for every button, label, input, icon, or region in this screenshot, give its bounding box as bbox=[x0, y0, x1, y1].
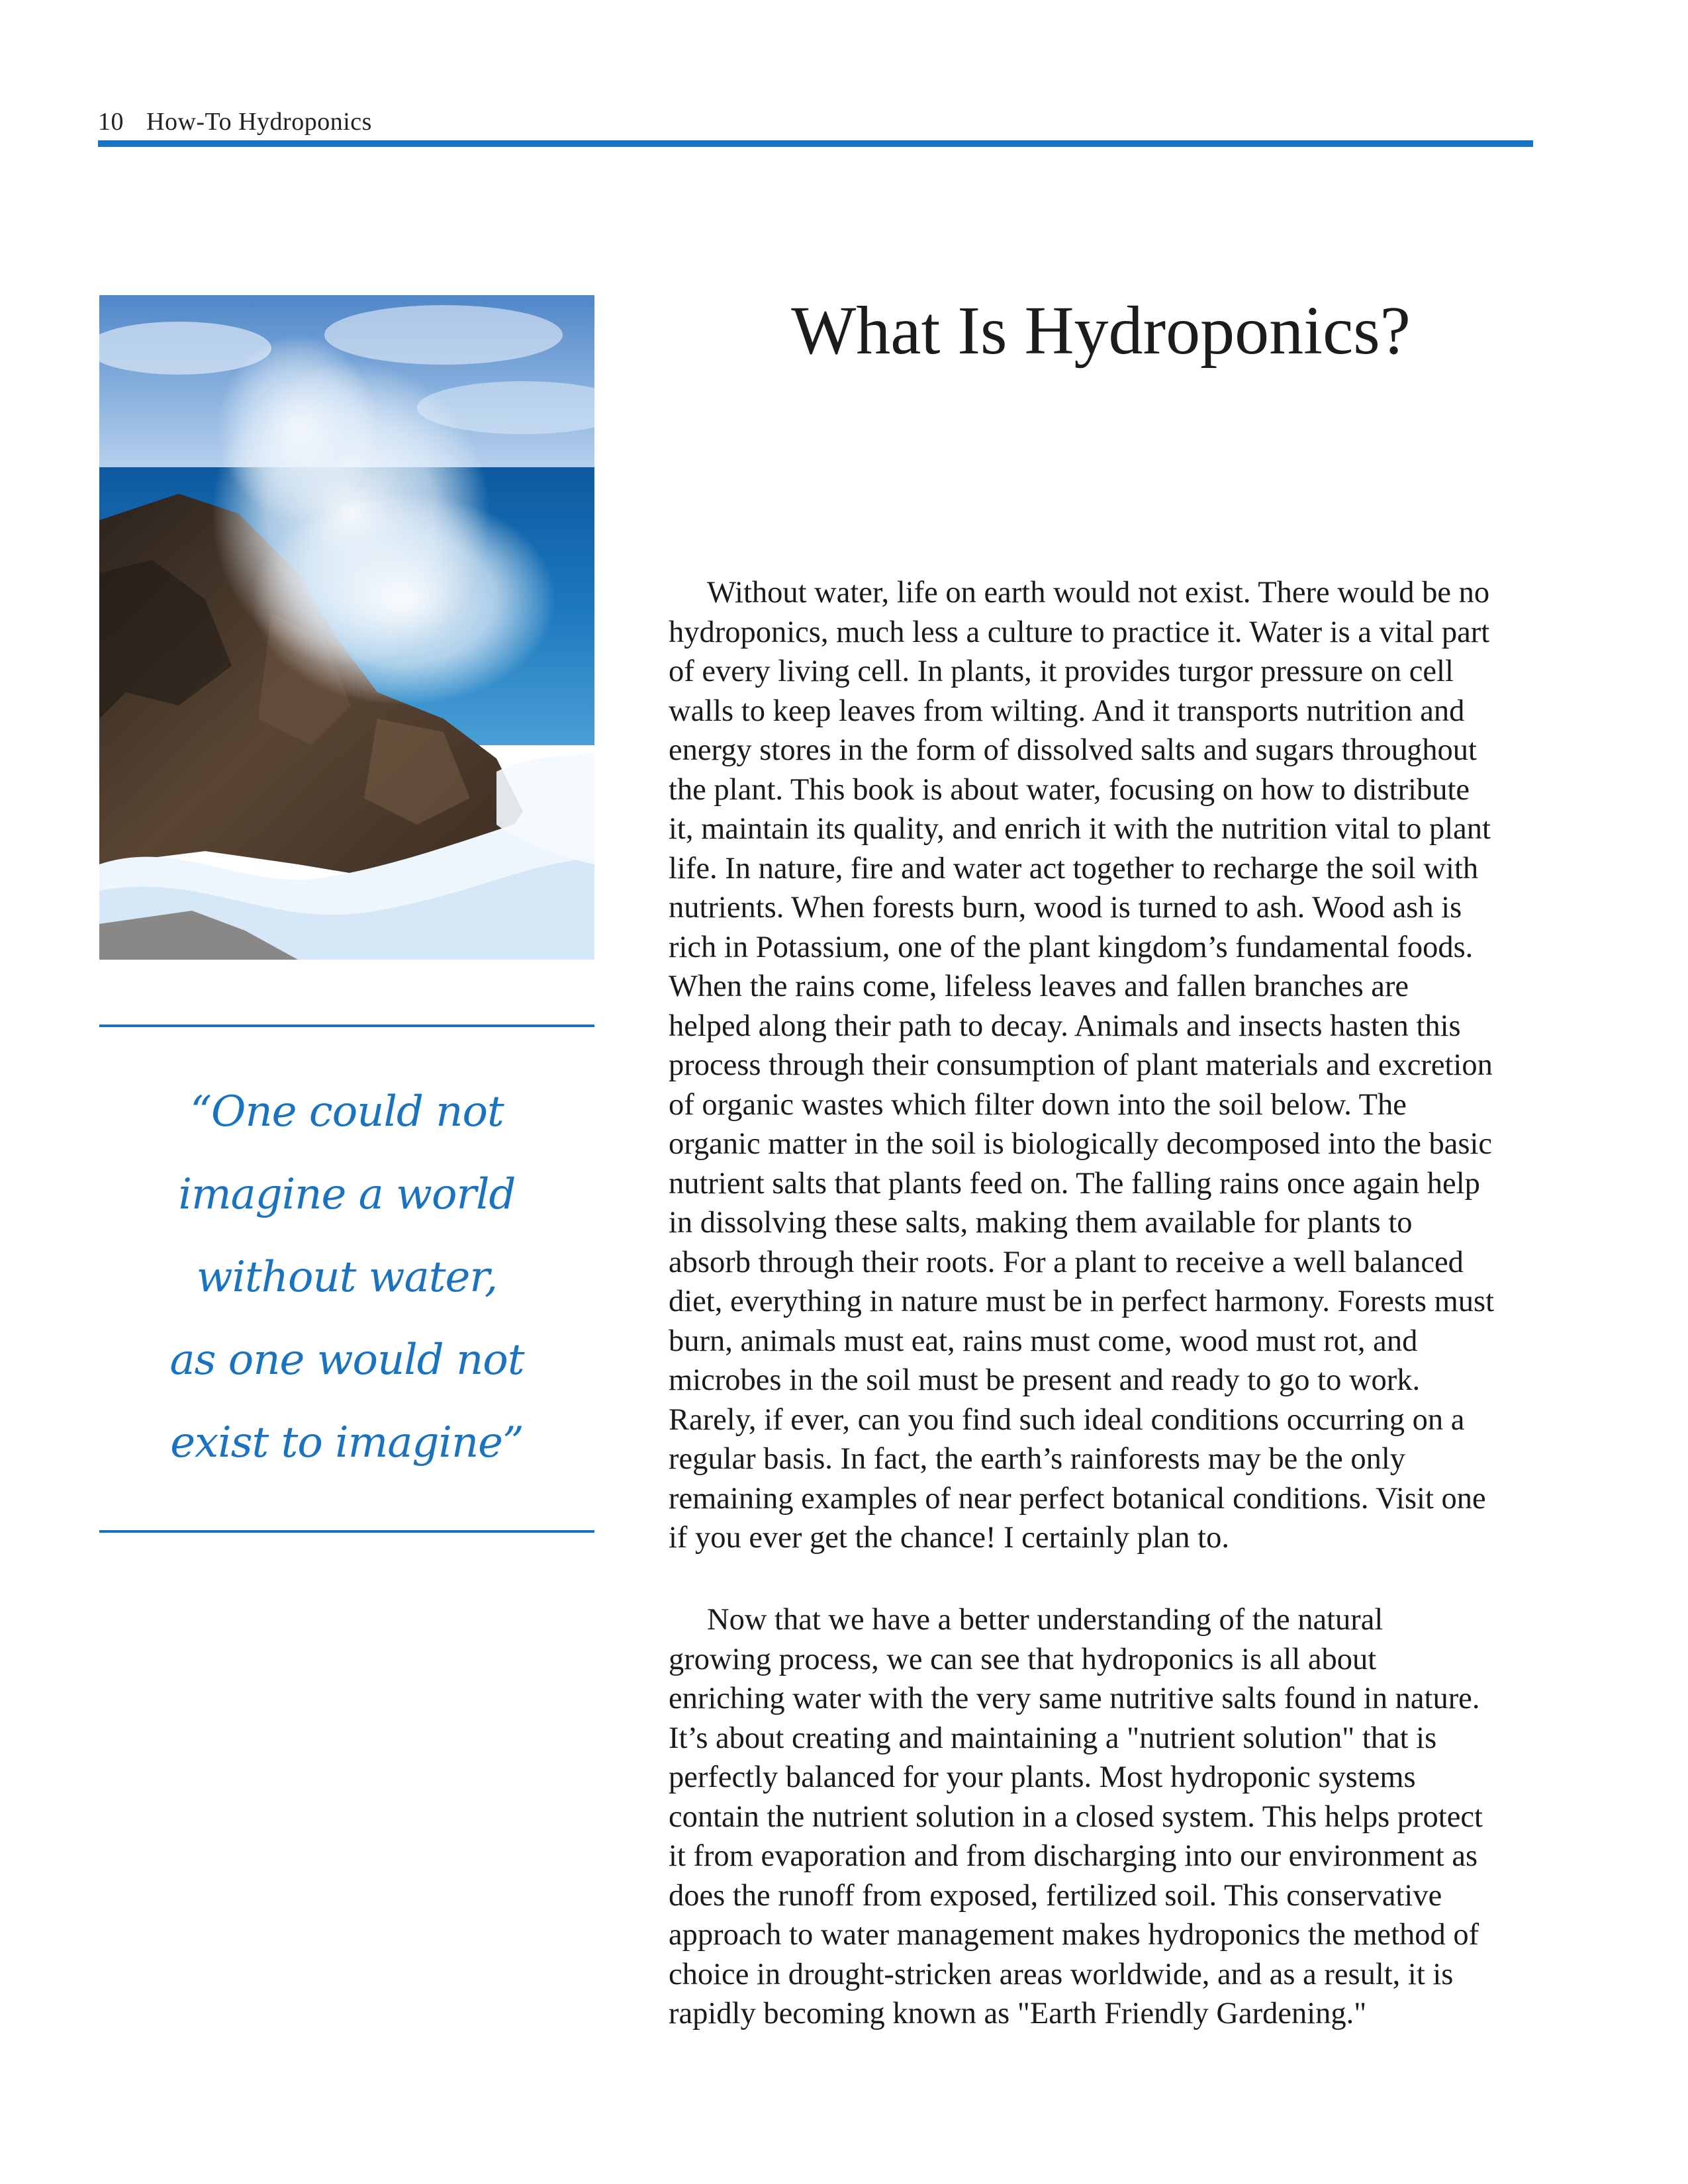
paragraph-line: choice in drought-stricken areas worldwide, and as a result, it is bbox=[669, 1957, 1454, 1991]
paragraph-line: growing process, we can see that hydroponics is all about bbox=[669, 1642, 1377, 1676]
paragraph-line: walls to keep leaves from wilting. And it transports nutrition and bbox=[669, 694, 1465, 728]
ocean-wave-illustration bbox=[99, 295, 594, 960]
paragraph-line: It’s about creating and maintaining a "nutrient solution" that is bbox=[669, 1721, 1437, 1755]
paragraph-line: Without water, life on earth would not exist. There would be no bbox=[707, 576, 1490, 610]
paragraph-line: burn, animals must eat, rains must come, wood must rot, and bbox=[669, 1324, 1418, 1358]
paragraph-1 bbox=[669, 573, 1536, 1558]
book-title: How-To Hydroponics bbox=[146, 108, 372, 136]
paragraph-line: of organic wastes which filter down into the soil below. The bbox=[669, 1087, 1407, 1122]
paragraph-line: enriching water with the very same nutritive salts found in nature. bbox=[669, 1682, 1480, 1715]
quote-top-rule bbox=[99, 1024, 594, 1027]
page-number: 10 bbox=[98, 108, 124, 136]
paragraph-line: Now that we have a better understanding of the natural bbox=[707, 1603, 1383, 1637]
paragraph-line: hydroponics, much less a culture to practice it. Water is a vital part bbox=[669, 615, 1490, 649]
paragraph-line: When the rains come, lifeless leaves and fallen branches are bbox=[669, 970, 1409, 1003]
paragraph-line: life. In nature, fire and water act together to recharge the soil with bbox=[669, 851, 1479, 886]
pull-quote-line: exist to imagine” bbox=[170, 1418, 524, 1467]
pull-quote-line: imagine a world bbox=[178, 1170, 516, 1219]
paragraph-line: microbes in the soil must be present and ready to go to work. bbox=[669, 1363, 1421, 1397]
running-head bbox=[98, 107, 372, 136]
paragraph-line: contain the nutrient solution in a closed system. This helps protect bbox=[669, 1799, 1483, 1834]
paragraph-line: it, maintain its quality, and enrich it with the nutrition vital to plant bbox=[669, 812, 1491, 846]
pull-quote-line: as one would not bbox=[169, 1336, 524, 1385]
paragraph-line: energy stores in the form of dissolved salts and sugars throughout bbox=[669, 733, 1477, 767]
paragraph-line: approach to water management makes hydroponics the method of bbox=[669, 1918, 1479, 1952]
paragraph-line: it from evaporation and from discharging into our environment as bbox=[669, 1839, 1478, 1873]
page-title: What Is Hydroponics? bbox=[791, 293, 1411, 369]
paragraph-line: Rarely, if ever, can you find such ideal conditions occurring on a bbox=[669, 1402, 1465, 1437]
paragraph-2 bbox=[669, 1600, 1536, 2034]
paragraph-line: helped along their path to decay. Animals and insects hasten this bbox=[669, 1009, 1461, 1043]
paragraph-line: diet, everything in nature must be in perfect harmony. Forests must bbox=[669, 1285, 1495, 1318]
paragraph-line: process through their consumption of plant materials and excretion bbox=[669, 1048, 1493, 1082]
pull-quote-line: without water, bbox=[196, 1253, 498, 1302]
paragraph-line: if you ever get the chance! I certainly plan to. bbox=[669, 1521, 1229, 1555]
ocean-wave-photo bbox=[99, 295, 594, 960]
paragraph-line: rapidly becoming known as "Earth Friendly Gardening." bbox=[669, 1997, 1367, 2030]
quote-bottom-rule bbox=[99, 1530, 594, 1533]
paragraph-line: perfectly balanced for your plants. Most hydroponic systems bbox=[669, 1760, 1416, 1794]
paragraph-line: does the runoff from exposed, fertilized soil. This conservative bbox=[669, 1878, 1442, 1913]
pull-quote-line: “One could not bbox=[190, 1087, 504, 1136]
paragraph-line: in dissolving these salts, making them available for plants to bbox=[669, 1206, 1413, 1240]
paragraph-line: the plant. This book is about water, focusing on how to distribute bbox=[669, 772, 1470, 807]
paragraph-line: rich in Potassium, one of the plant kingdom’s fundamental foods. bbox=[669, 930, 1474, 964]
header-rule bbox=[98, 140, 1533, 147]
paragraph-line: of every living cell. In plants, it provides turgor pressure on cell bbox=[669, 655, 1454, 688]
paragraph-line: remaining examples of near perfect botanical conditions. Visit one bbox=[669, 1481, 1486, 1516]
paragraph-line: regular basis. In fact, the earth’s rainforests may be the only bbox=[669, 1442, 1406, 1476]
pull-quote bbox=[99, 1071, 594, 1484]
paragraph-line: absorb through their roots. For a plant to receive a well balanced bbox=[669, 1245, 1464, 1279]
paragraph-line: organic matter in the soil is biologically decomposed into the basic bbox=[669, 1127, 1493, 1161]
paragraph-line: nutrients. When forests burn, wood is turned to ash. Wood ash is bbox=[669, 891, 1462, 925]
paragraph-line: nutrient salts that plants feed on. The falling rains once again help bbox=[669, 1166, 1480, 1201]
